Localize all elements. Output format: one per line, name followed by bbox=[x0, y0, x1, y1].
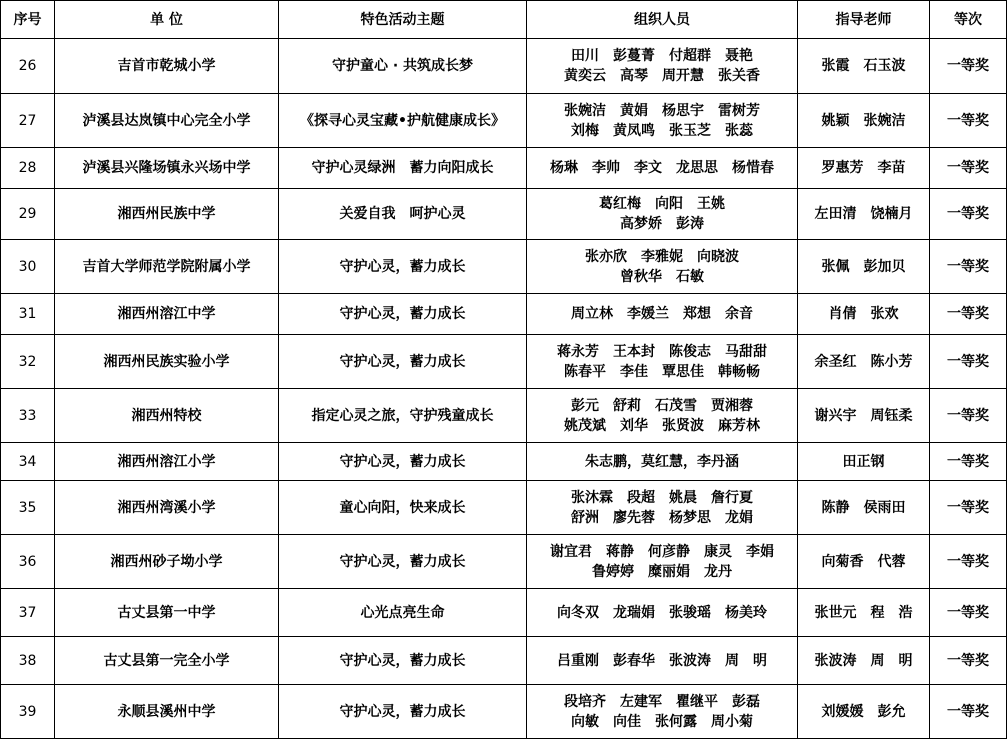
row-number: 28 bbox=[1, 148, 55, 189]
row-staff bbox=[527, 94, 798, 148]
row-theme: 守护心灵，蓄力成长 bbox=[279, 637, 527, 685]
row-number: 32 bbox=[1, 335, 55, 389]
row-teacher: 田正钢 bbox=[798, 443, 930, 481]
row-unit: 泸溪县兴隆场镇永兴场中学 bbox=[55, 148, 279, 189]
header-staff: 组织人员 bbox=[527, 1, 798, 39]
row-teacher: 刘媛媛 彭允 bbox=[798, 685, 930, 739]
row-unit: 湘西州湾溪小学 bbox=[55, 481, 279, 535]
staff-line: 张婉洁 黄娟 杨思宇 雷树芳 bbox=[564, 102, 760, 119]
table-row bbox=[1, 535, 1007, 589]
row-award: 一等奖 bbox=[930, 148, 1007, 189]
row-unit: 湘西州特校 bbox=[55, 389, 279, 443]
table-row bbox=[1, 240, 1007, 294]
row-unit: 湘西州砂子坳小学 bbox=[55, 535, 279, 589]
row-award: 一等奖 bbox=[930, 294, 1007, 335]
staff-line: 高梦娇 彭涛 bbox=[620, 216, 704, 232]
row-theme: 童心向阳，快来成长 bbox=[279, 481, 527, 535]
table-row bbox=[1, 443, 1007, 481]
row-award: 一等奖 bbox=[930, 535, 1007, 589]
header-theme: 特色活动主题 bbox=[279, 1, 527, 39]
row-teacher: 肖倩 张欢 bbox=[798, 294, 930, 335]
staff-line: 刘梅 黄凤鸣 张玉芝 张蕊 bbox=[571, 122, 753, 139]
row-award: 一等奖 bbox=[930, 589, 1007, 637]
row-number: 26 bbox=[1, 39, 55, 94]
staff-line: 向敏 向佳 张何露 周小菊 bbox=[571, 713, 753, 730]
table-row bbox=[1, 294, 1007, 335]
row-staff bbox=[527, 148, 798, 189]
row-award: 一等奖 bbox=[930, 685, 1007, 739]
row-theme: 守护心灵，蓄力成长 bbox=[279, 335, 527, 389]
row-theme: 守护心灵，蓄力成长 bbox=[279, 240, 527, 294]
header-no: 序号 bbox=[1, 1, 55, 39]
row-theme: 守护心灵，蓄力成长 bbox=[279, 294, 527, 335]
row-teacher: 罗惠芳 李苗 bbox=[798, 148, 930, 189]
row-theme: 指定心灵之旅，守护残童成长 bbox=[279, 389, 527, 443]
row-unit: 湘西州民族实验小学 bbox=[55, 335, 279, 389]
staff-line: 段培齐 左建军 瞿继平 彭磊 bbox=[564, 693, 760, 710]
row-staff bbox=[527, 637, 798, 685]
row-theme: 守护心灵，蓄力成长 bbox=[279, 443, 527, 481]
row-staff bbox=[527, 535, 798, 589]
row-number: 37 bbox=[1, 589, 55, 637]
staff-line: 蒋永芳 王本封 陈俊志 马甜甜 bbox=[557, 343, 767, 360]
header-award: 等次 bbox=[930, 1, 1007, 39]
row-award: 一等奖 bbox=[930, 240, 1007, 294]
row-teacher: 向菊香 代蓉 bbox=[798, 535, 930, 589]
staff-line: 葛红梅 向阳 王姚 bbox=[599, 196, 725, 212]
row-unit: 吉首市乾城小学 bbox=[55, 39, 279, 94]
staff-line: 陈春平 李佳 覃思佳 韩畅畅 bbox=[564, 363, 760, 380]
header-row bbox=[1, 1, 1007, 39]
row-staff bbox=[527, 443, 798, 481]
staff-line: 谢宜君 蒋静 何彦静 康灵 李娟 bbox=[550, 543, 774, 560]
row-number: 38 bbox=[1, 637, 55, 685]
staff-line: 张沐霖 段超 姚晨 詹行夏 bbox=[571, 489, 753, 506]
staff-line: 黄奕云 高琴 周开慧 张关香 bbox=[564, 68, 760, 84]
row-theme: 关爱自我 呵护心灵 bbox=[279, 189, 527, 240]
row-award: 一等奖 bbox=[930, 481, 1007, 535]
row-staff bbox=[527, 294, 798, 335]
table-row bbox=[1, 94, 1007, 148]
table-body bbox=[1, 39, 1007, 739]
table-row bbox=[1, 189, 1007, 240]
row-number: 30 bbox=[1, 240, 55, 294]
row-theme: 心光点亮生命 bbox=[279, 589, 527, 637]
staff-line: 周立林 李媛兰 郑想 余音 bbox=[571, 306, 753, 322]
row-theme: 守护童心 · 共筑成长梦 bbox=[279, 39, 527, 94]
table-row bbox=[1, 481, 1007, 535]
row-teacher: 谢兴宇 周钰柔 bbox=[798, 389, 930, 443]
table-row bbox=[1, 637, 1007, 685]
header-unit: 单 位 bbox=[55, 1, 279, 39]
row-award: 一等奖 bbox=[930, 335, 1007, 389]
row-teacher: 张世元 程 浩 bbox=[798, 589, 930, 637]
row-teacher: 姚颖 张婉洁 bbox=[798, 94, 930, 148]
row-teacher: 左田清 饶楠月 bbox=[798, 189, 930, 240]
row-unit: 古丈县第一中学 bbox=[55, 589, 279, 637]
row-award: 一等奖 bbox=[930, 94, 1007, 148]
table-row bbox=[1, 335, 1007, 389]
table-row bbox=[1, 39, 1007, 94]
row-staff bbox=[527, 481, 798, 535]
table-row bbox=[1, 148, 1007, 189]
row-theme: 守护心灵，蓄力成长 bbox=[279, 685, 527, 739]
table-row bbox=[1, 389, 1007, 443]
table-row bbox=[1, 685, 1007, 739]
header-teacher: 指导老师 bbox=[798, 1, 930, 39]
staff-line: 舒洲 廖先蓉 杨梦思 龙娟 bbox=[571, 509, 753, 526]
row-unit: 古丈县第一完全小学 bbox=[55, 637, 279, 685]
row-staff bbox=[527, 685, 798, 739]
row-number: 36 bbox=[1, 535, 55, 589]
row-number: 33 bbox=[1, 389, 55, 443]
row-teacher: 张霞 石玉波 bbox=[798, 39, 930, 94]
row-number: 27 bbox=[1, 94, 55, 148]
row-theme: 守护心灵绿洲 蓄力向阳成长 bbox=[279, 148, 527, 189]
row-staff bbox=[527, 389, 798, 443]
staff-line: 杨琳 李帅 李文 龙思思 杨惜春 bbox=[550, 160, 774, 176]
staff-line: 吕重刚 彭春华 张波涛 周 明 bbox=[557, 652, 767, 669]
row-award: 一等奖 bbox=[930, 189, 1007, 240]
row-number: 35 bbox=[1, 481, 55, 535]
staff-line: 张亦欣 李雅妮 向晓波 bbox=[585, 248, 739, 265]
row-staff bbox=[527, 589, 798, 637]
row-theme: 《探寻心灵宝藏•护航健康成长》 bbox=[279, 94, 527, 148]
row-teacher: 张佩 彭加贝 bbox=[798, 240, 930, 294]
staff-line: 鲁婷婷 糜丽娟 龙丹 bbox=[592, 563, 732, 580]
row-award: 一等奖 bbox=[930, 637, 1007, 685]
row-unit: 湘西州溶江小学 bbox=[55, 443, 279, 481]
row-unit: 吉首大学师范学院附属小学 bbox=[55, 240, 279, 294]
staff-line: 向冬双 龙瑞娟 张骏瑶 杨美玲 bbox=[557, 604, 767, 621]
staff-line: 田川 彭蔓菁 付超群 聂艳 bbox=[571, 48, 753, 64]
row-theme: 守护心灵，蓄力成长 bbox=[279, 535, 527, 589]
row-number: 39 bbox=[1, 685, 55, 739]
row-number: 34 bbox=[1, 443, 55, 481]
row-staff bbox=[527, 39, 798, 94]
staff-line: 姚茂斌 刘华 张贤波 麻芳林 bbox=[564, 417, 760, 434]
row-staff bbox=[527, 335, 798, 389]
row-unit: 湘西州民族中学 bbox=[55, 189, 279, 240]
row-teacher: 张波涛 周 明 bbox=[798, 637, 930, 685]
row-staff bbox=[527, 240, 798, 294]
row-award: 一等奖 bbox=[930, 389, 1007, 443]
row-unit: 泸溪县达岚镇中心完全小学 bbox=[55, 94, 279, 148]
row-number: 31 bbox=[1, 294, 55, 335]
staff-line: 曾秋华 石敏 bbox=[620, 268, 704, 285]
row-award: 一等奖 bbox=[930, 443, 1007, 481]
row-teacher: 余圣红 陈小芳 bbox=[798, 335, 930, 389]
row-teacher: 陈静 侯雨田 bbox=[798, 481, 930, 535]
row-staff bbox=[527, 189, 798, 240]
staff-line: 朱志鹏，莫红慧，李丹涵 bbox=[585, 453, 739, 470]
row-unit: 永顺县溪州中学 bbox=[55, 685, 279, 739]
row-award: 一等奖 bbox=[930, 39, 1007, 94]
row-unit: 湘西州溶江中学 bbox=[55, 294, 279, 335]
row-number: 29 bbox=[1, 189, 55, 240]
table-row bbox=[1, 589, 1007, 637]
staff-line: 彭元 舒莉 石茂雪 贾湘蓉 bbox=[571, 397, 753, 414]
